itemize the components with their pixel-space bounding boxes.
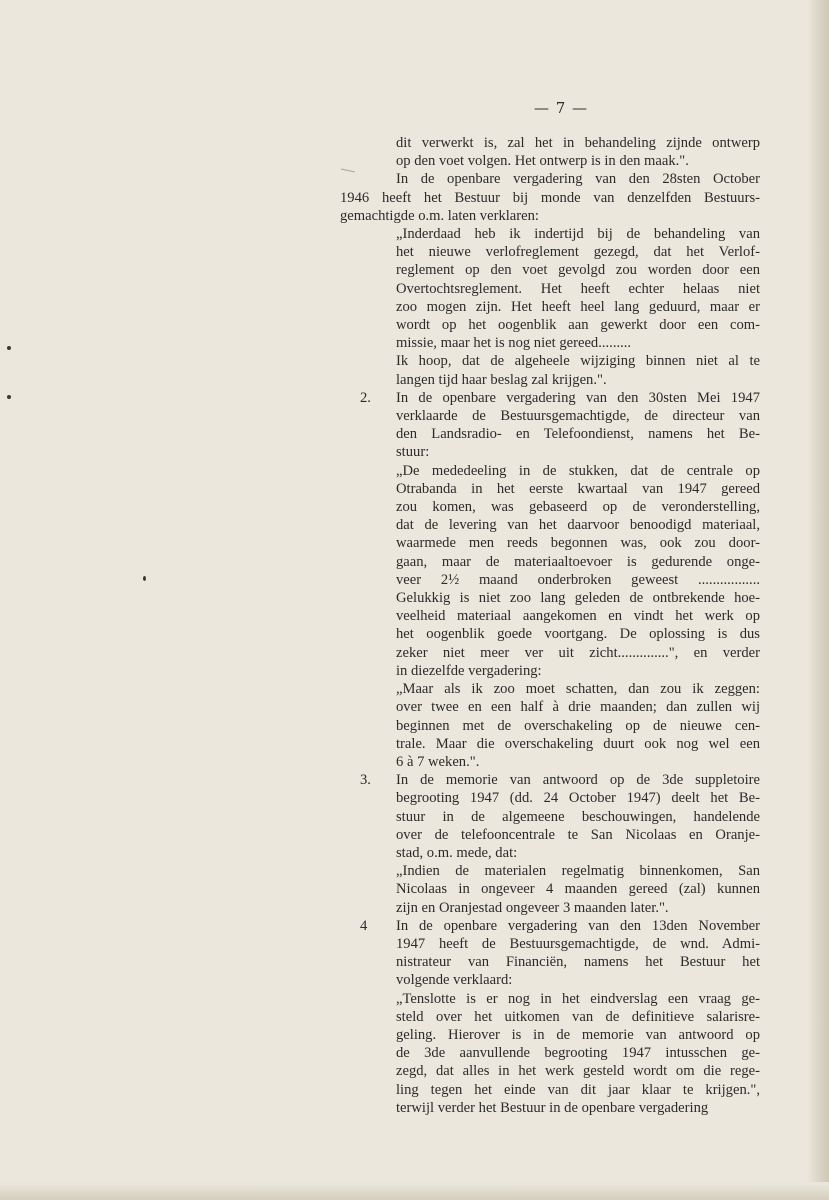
text-line: 1946 heeft het Bestuur bij monde van denzelfden Bestuurs- (340, 189, 760, 206)
text-line: op den voet volgen. Het ontwerp is in den maak.". (396, 153, 689, 170)
text-line: terwijl verder het Bestuur in de openbare vergadering (396, 1099, 709, 1116)
text-line: Otrabanda in het eerste kwartaal van 1947 gereed (396, 480, 760, 497)
text-line: 1947 heeft de Bestuursgemachtigde, de wnd. Admi- (396, 935, 760, 952)
text-line: volgende verklaard: (396, 972, 513, 989)
text-line: wordt op het oogenblik aan gewerkt door een com- (396, 317, 760, 334)
text-line: „Indien de materialen regelmatig binnenkomen, San (396, 863, 760, 880)
text-line: trale. Maar die overschakeling duurt ook nog wel een (396, 735, 760, 752)
text-line: stad, o.m. mede, dat: (396, 844, 518, 861)
text-line: de 3de aanvullende begrooting 1947 intusschen ge- (396, 1045, 760, 1062)
list-item-4 (340, 917, 760, 1117)
page-bottom-edge (0, 1182, 829, 1200)
text-line: missie, maar het is nog niet gereed......... (396, 335, 632, 352)
text-line: In de memorie van antwoord op de 3de suppletoire (396, 772, 760, 789)
page-number: — 7 — (533, 99, 589, 117)
text-line: zou komen, was gebaseerd op de veronderstelling, (396, 499, 760, 516)
margin-mark-dot (7, 346, 11, 350)
text-line: reglement op den voet gevolgd zou worden door een (396, 262, 760, 279)
text-line: verklaarde de Bestuursgemachtigde, de directeur van (396, 408, 760, 425)
text-line: nistrateur van Financiën, namens het Bestuur het (396, 954, 760, 971)
text-line: begrooting 1947 (dd. 24 October 1947) deelt het Be- (396, 790, 760, 807)
text-line: veelheid materiaal aangekomen en vindt het werk op (396, 608, 760, 625)
text-line: In de openbare vergadering van den 28sten October (396, 171, 760, 188)
item-number: 2. (360, 389, 371, 406)
text-line: beginnen met de overschakeling op de nieuwe cen- (396, 717, 760, 734)
text-line: Nicolaas in ongeveer 4 maanden gereed (zal) kunnen (396, 881, 760, 898)
text-line: stuur in de algemeene beschouwingen, handelende (396, 808, 760, 825)
text-line: den Landsradio- en Telefoondienst, namens het Be- (396, 426, 760, 443)
list-item-3 (340, 771, 760, 917)
text-line: „Inderdaad heb ik indertijd bij de behandeling van (396, 226, 760, 243)
text-line: zegd, dat alles in het werk gesteld wordt om die rege- (396, 1063, 760, 1080)
quote-1 (340, 225, 760, 389)
text-line: langen tijd haar beslag zal krijgen.". (396, 371, 607, 388)
text-line: „De mededeeling in de stukken, dat de centrale op (396, 462, 760, 479)
text-line: dat de levering van het daarvoor benoodigd materiaal, (396, 517, 760, 534)
paragraph-1 (340, 170, 760, 225)
text-line: geling. Hierover is in de memorie van antwoord op (396, 1026, 760, 1043)
margin-mark-dot (143, 576, 146, 581)
text-line: over de telefooncentrale te San Nicolaas en Oranje- (396, 826, 760, 843)
list-item-2 (340, 389, 760, 771)
text-line: „Maar als ik zoo moet schatten, dan zou ik zeggen: (396, 681, 760, 698)
text-line: zeker niet meer ver uit zicht..............", en verder (396, 644, 760, 661)
text-line: gemachtigde o.m. laten verklaren: (340, 207, 539, 224)
item-number: 3. (360, 772, 371, 789)
text-line: gaan, maar de materiaaltoevoer is gedurende onge- (396, 553, 760, 570)
item-number: 4 (360, 917, 368, 934)
text-line: stuur: (396, 444, 430, 461)
page-edge-shadow (807, 0, 829, 1200)
text-line: het nieuwe verlofreglement gezegd, dat het Verlof- (396, 244, 760, 261)
text-line: het oogenblik goede voortgang. De oplossing is dus (396, 626, 760, 643)
body-text (340, 134, 760, 1117)
text-line: waarmede men reeds begonnen was, ook zou door- (396, 535, 760, 552)
text-line: ling tegen het einde van dit jaar klaar te krijgen.", (396, 1081, 760, 1098)
text-line: zijn en Oranjestad ongeveer 3 maanden later.". (396, 899, 669, 916)
text-line: in diezelfde vergadering: (396, 662, 542, 679)
text-line: 6 à 7 weken.". (396, 753, 480, 770)
text-line: Gelukkig is niet zoo lang geleden de ontbrekende hoe- (396, 590, 760, 607)
text-line: In de openbare vergadering van den 30sten Mei 1947 (396, 389, 760, 406)
text-line: Ik hoop, dat de algeheele wijziging binnen niet al te (396, 353, 760, 370)
text-line: In de openbare vergadering van den 13den November (396, 917, 760, 934)
margin-mark-dot (7, 395, 11, 399)
text-line: veer 2½ maand onderbroken geweest ................. (396, 571, 760, 588)
text-line: Overtochtsreglement. Het heeft echter helaas niet (396, 280, 760, 297)
text-line: over twee en een half à drie maanden; dan zullen wij (396, 699, 760, 716)
text-line: „Tenslotte is er nog in het eindverslag een vraag ge- (396, 990, 760, 1007)
text-line: dit verwerkt is, zal het in behandeling zijnde ontwerp (396, 135, 760, 151)
text-line: steld over het uitkomen van de definitieve salarisre- (396, 1008, 760, 1025)
intro-paragraph (340, 134, 760, 170)
text-line: zoo mogen zijn. Het heeft heel lang geduurd, maar er (396, 298, 760, 315)
